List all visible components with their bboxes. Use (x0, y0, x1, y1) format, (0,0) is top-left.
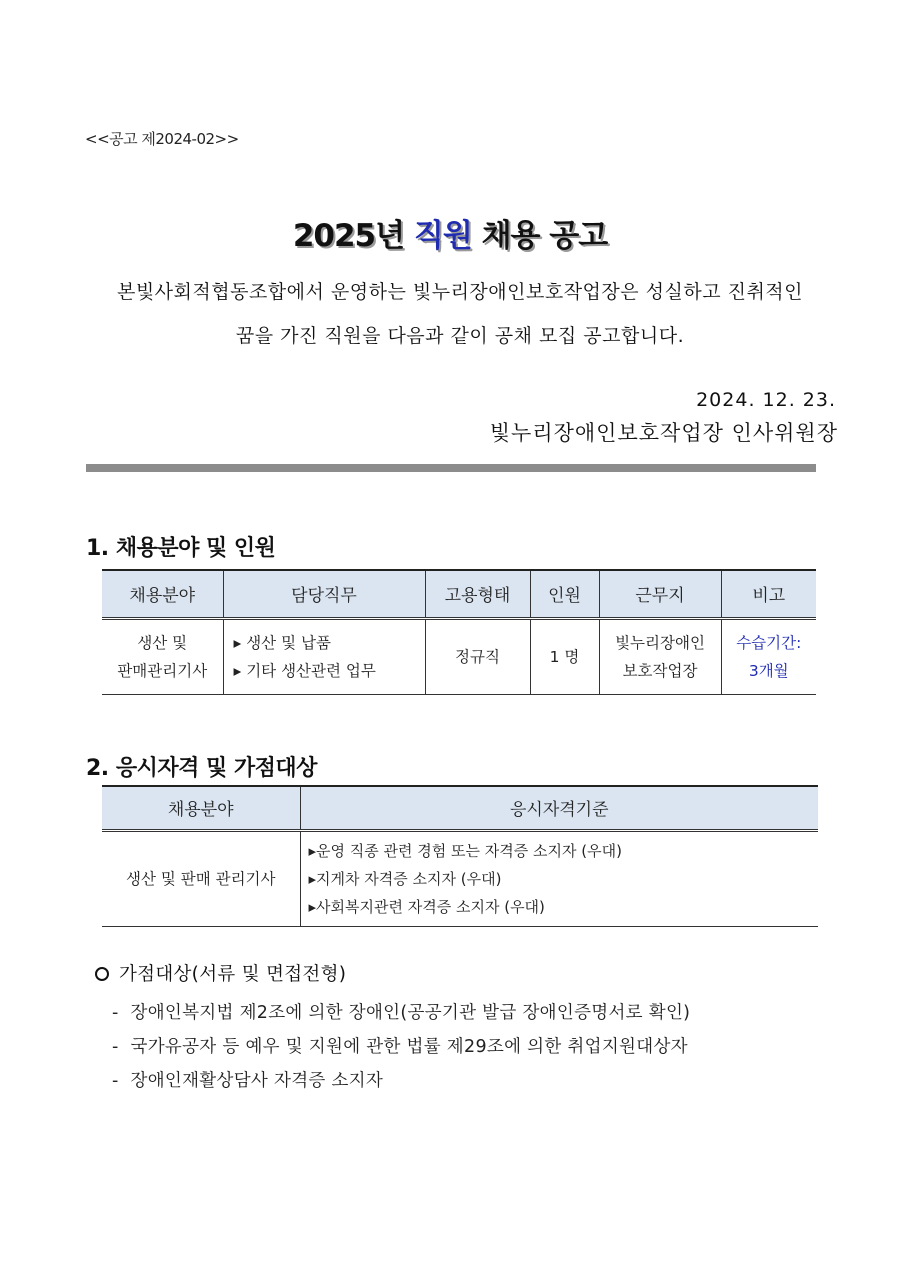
header-field: 채용분야 (102, 786, 300, 830)
remark-line: 3개월 (748, 661, 789, 680)
title-prefix: 2025년 (292, 218, 414, 254)
title-suffix: 채용 공고 (471, 218, 608, 254)
cell-criteria (300, 830, 818, 926)
header-location: 근무지 (599, 570, 721, 618)
notice-number: <<공고 제2024-02>> (85, 130, 239, 148)
intro-paragraph (60, 270, 860, 358)
page-title (0, 210, 900, 255)
field-line: 판매관리기사 (117, 661, 208, 680)
divider (86, 464, 816, 472)
header-duty: 담당직무 (223, 570, 425, 618)
notice-date: 2024. 12. 23. (696, 389, 836, 411)
extra-points-heading (95, 960, 346, 986)
circle-bullet-icon (95, 967, 109, 981)
header-remark: 비고 (721, 570, 816, 618)
list-item: - 국가유공자 등 예우 및 지원에 관한 법률 제29조에 의한 취업지원대상자 (112, 1030, 690, 1064)
list-item: - 장애인복지법 제2조에 의한 장애인(공공기관 발급 장애인증명서로 확인) (112, 996, 690, 1030)
cell-location (599, 618, 721, 694)
location-line: 빛누리장애인 (615, 633, 705, 652)
table-row (102, 618, 816, 694)
cell-field: 생산 및 판매 관리기사 (102, 830, 300, 926)
table-row (102, 830, 818, 926)
cell-employment-type: 정규직 (425, 618, 530, 694)
issuer: 빛누리장애인보호작업장 인사위원장 (489, 421, 838, 445)
extra-points-heading-text: 가점대상(서류 및 면접전형) (119, 964, 347, 985)
header-headcount: 인원 (530, 570, 599, 618)
cell-headcount: 1 명 (530, 618, 599, 694)
list-item: - 장애인재활상담사 자격증 소지자 (112, 1064, 690, 1098)
table-header-row (102, 786, 818, 830)
header-employment-type: 고용형태 (425, 570, 530, 618)
field-line: 생산 및 (137, 633, 188, 652)
remark-line: 수습기간: (736, 633, 802, 652)
header-criteria: 응시자격기준 (300, 786, 818, 830)
intro-line: 꿈을 가진 직원을 다음과 같이 공채 모집 공고합니다. (235, 325, 685, 347)
criteria-item: ▸사회복지관련 자격증 소지자 (우대) (308, 897, 545, 916)
section1-heading: 1. 채용분야 및 인원 (86, 536, 276, 561)
cell-field (102, 618, 223, 694)
extra-points-list (112, 996, 690, 1098)
intro-line: 본빛사회적협동조합에서 운영하는 빛누리장애인보호작업장은 성실하고 진취적인 (116, 281, 804, 303)
qualification-table (102, 785, 818, 927)
cell-duty (223, 618, 425, 694)
location-line: 보호작업장 (622, 661, 698, 680)
criteria-item: ▸운영 직종 관련 경험 또는 자격증 소지자 (우대) (308, 841, 622, 860)
duty-line: ▸ 기타 생산관련 업무 (233, 661, 376, 680)
header-field: 채용분야 (102, 570, 223, 618)
recruitment-table (102, 569, 816, 695)
title-accent: 직원 (413, 218, 472, 254)
cell-remark (721, 618, 816, 694)
section2-heading: 2. 응시자격 및 가점대상 (86, 756, 317, 781)
table-header-row (102, 570, 816, 618)
duty-line: ▸ 생산 및 납품 (233, 633, 331, 652)
criteria-item: ▸지게차 자격증 소지자 (우대) (308, 869, 502, 888)
